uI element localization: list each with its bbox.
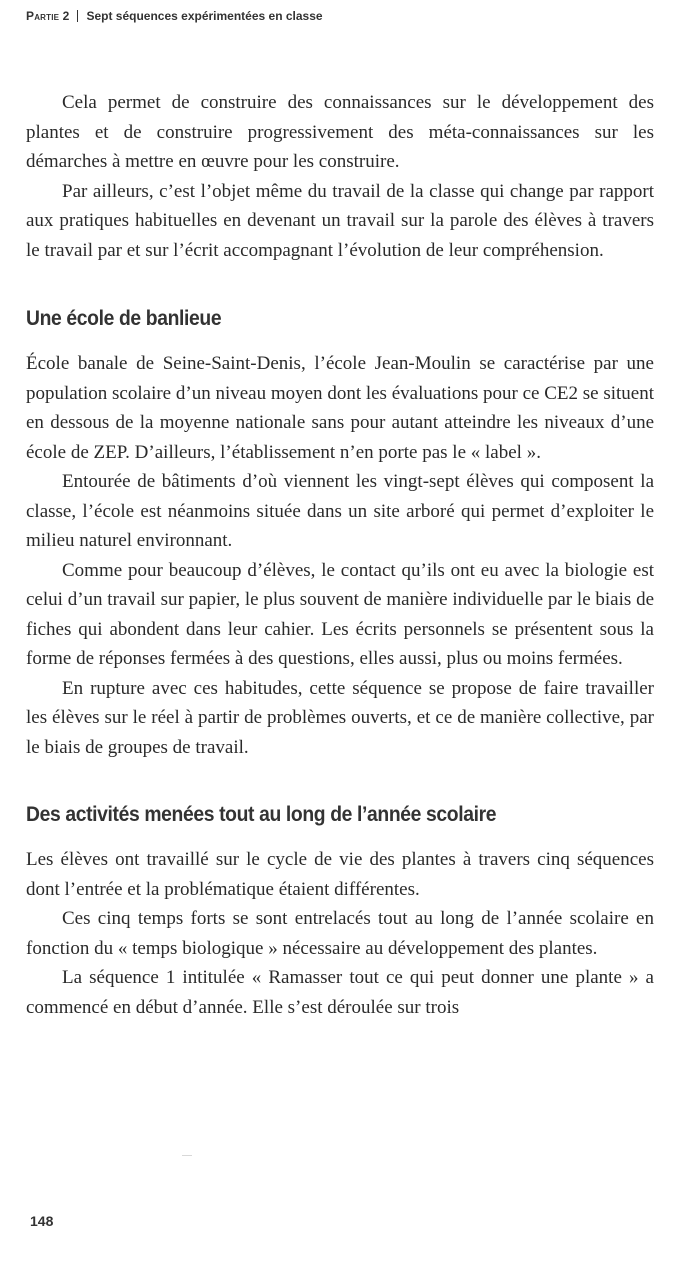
intro-paragraph-2: Par ailleurs, c’est l’objet même du travail de la classe qui change par rapport aux pratiques habituelles en devenant un travail sur la parole des élèves à travers le travail par et sur l’écrit accompagnant l’évolution de leur compréhension.: [26, 180, 654, 261]
section-heading-banlieue: Une école de banlieue: [26, 307, 222, 330]
section-2-paragraph-1: Les élèves ont travaillé sur le cycle de vie des plantes à travers cinq séquences dont l’entrée et la problématique étaient différentes.: [26, 849, 654, 900]
section-1-paragraph-2: Entourée de bâtiments d’où viennent les vingt-sept élèves qui composent la classe, l’école est néanmoins située dans un site arboré qui permet d’exploiter le milieu naturel environnant.: [26, 471, 654, 551]
running-head: [26, 9, 323, 23]
page-body: [26, 88, 654, 1022]
section-1-paragraph-3: Comme pour beaucoup d’élèves, le contact qu’ils ont eu avec la biologie est celui d’un travail sur papier, le plus souvent de manière individuelle par le biais de fiches qui abondent dans leur cahier. Les écrits personnels se présentent sous la forme de réponses fermées à des questions, elles aussi, plus ou moins fermées.: [26, 559, 654, 669]
section-heading-activites: Des activités menées tout au long de l’année scolaire: [26, 803, 497, 826]
scan-speck: [182, 1155, 192, 1156]
section-1-paragraph-4: En rupture avec ces habitudes, cette séquence se propose de faire travailler les élèves sur le réel à partir de problèmes ouverts, et ce de manière collective, par le biais de groupes de travail.: [26, 677, 654, 758]
intro-paragraph-1: Cela permet de construire des connaissances sur le développement des plantes et de construire progressivement des méta-connaissances sur les démarches à mettre en œuvre pour les construire.: [26, 92, 654, 172]
page-number: 148: [30, 1213, 54, 1229]
part-label: Partie: [26, 9, 60, 23]
running-head-separator: [77, 10, 79, 22]
part-number: 2: [62, 9, 70, 23]
section-2-paragraph-3: La séquence 1 intitulée « Ramasser tout ce qui peut donner une plante » a commencé en début d’année. Elle s’est déroulée sur trois: [26, 967, 654, 1018]
section-1-paragraph-1: École banale de Seine-Saint-Denis, l’école Jean-Moulin se caractérise par une population scolaire d’un niveau moyen dont les évaluations pour ce CE2 se situent en dessous de la moyenne nationale sans pour autant atteindre les niveaux d’une école de ZEP. D’ailleurs, l’établissement n’en porte pas le « label ».: [26, 353, 654, 463]
section-2-paragraph-2: Ces cinq temps forts se sont entrelacés tout au long de l’année scolaire en fonction du « temps biologique » nécessaire au développement des plantes.: [26, 908, 654, 959]
running-head-title: Sept séquences expérimentées en classe: [86, 9, 323, 23]
